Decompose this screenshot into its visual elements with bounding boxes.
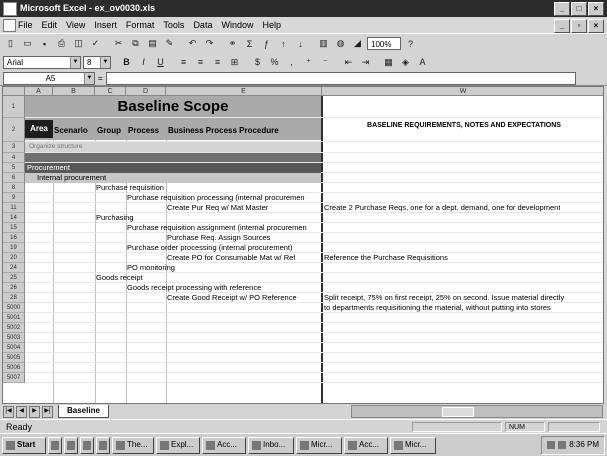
row-header[interactable]: 9	[3, 193, 25, 203]
row-header[interactable]: 4	[3, 153, 25, 163]
select-all-corner[interactable]	[3, 87, 25, 96]
formatting-toolbar	[0, 53, 607, 71]
horizontal-scrollbar[interactable]	[351, 405, 603, 418]
procedure-cell[interactable]: Create PO for Consumable Mat w/ Ref	[167, 253, 296, 262]
name-box[interactable]	[3, 72, 95, 85]
row-header[interactable]: 5	[3, 163, 25, 173]
font-name-select[interactable]	[3, 56, 81, 69]
taskbar-label: Inbo...	[263, 440, 286, 449]
clock[interactable]: 8:36 PM	[569, 440, 599, 449]
format-painter-icon[interactable]: ✎	[165, 38, 174, 48]
decrease-indent-icon[interactable]: ⇤	[344, 56, 353, 67]
print-icon[interactable]: ⎙	[57, 38, 66, 48]
print-preview-icon[interactable]: ◫	[74, 38, 83, 48]
font-name-value: Arial	[7, 57, 24, 67]
status-panel	[412, 422, 502, 432]
menu-insert[interactable]: Insert	[94, 20, 117, 30]
excel-app-icon[interactable]	[3, 2, 17, 16]
system-tray	[541, 436, 605, 455]
row3-label: Organize structure	[29, 143, 83, 150]
underline-icon[interactable]: U	[157, 57, 164, 67]
heading-requirements: BASELINE REQUIREMENTS, NOTES AND EXPECTATIONS	[367, 122, 561, 129]
sheet-tab-baseline[interactable]: Baseline	[58, 405, 109, 418]
row-header[interactable]: 28	[3, 293, 25, 303]
taskbar-label: Acc...	[217, 440, 238, 449]
scroll-thumb[interactable]	[442, 407, 474, 417]
menu-tools[interactable]: Tools	[163, 20, 185, 30]
minimize-button[interactable]: _	[554, 2, 570, 16]
window-icon	[300, 441, 309, 450]
row-header[interactable]: 26	[3, 283, 25, 293]
taskbar-label: Micr...	[311, 440, 333, 449]
formula-bar	[0, 71, 607, 86]
undo-icon[interactable]: ↶	[188, 38, 197, 48]
taskbar-label: The...	[127, 440, 148, 449]
sheet-title: Baseline Scope	[117, 98, 229, 115]
italic-icon[interactable]: I	[142, 57, 145, 67]
process-cell[interactable]: Purchase order processing (internal procurement)	[127, 243, 293, 252]
chevron-down-icon: ▼	[70, 57, 80, 68]
maximize-button[interactable]: □	[571, 2, 587, 16]
taskbar-button-2[interactable]	[156, 437, 200, 454]
heading-group: Group	[97, 126, 121, 135]
quicklaunch-channels-icon[interactable]	[96, 437, 110, 454]
chevron-down-icon: ▼	[100, 57, 110, 68]
center-icon[interactable]: ≡	[197, 57, 204, 67]
column-header-e[interactable]: E	[166, 87, 322, 96]
area-cell[interactable]: Procurement	[27, 163, 70, 172]
taskbar-button-4[interactable]	[248, 437, 294, 454]
column-header-a[interactable]: A	[25, 87, 53, 96]
row-header[interactable]: 5006	[3, 363, 25, 373]
worksheet-grid[interactable]	[2, 86, 604, 404]
menu-window[interactable]: Window	[221, 20, 254, 30]
window-icon	[206, 441, 215, 450]
open-icon[interactable]: ▭	[23, 38, 32, 48]
window-icon	[394, 441, 403, 450]
column-header-d[interactable]: D	[126, 87, 166, 96]
doc-minimize-button[interactable]: _	[554, 19, 570, 33]
font-color-icon[interactable]: A	[419, 57, 426, 67]
increase-indent-icon[interactable]: ⇥	[361, 56, 370, 67]
taskbar-button-5[interactable]	[296, 437, 342, 454]
column-header-c[interactable]: C	[95, 87, 126, 96]
row-header[interactable]: 5000	[3, 303, 25, 313]
formula-input[interactable]	[106, 72, 576, 85]
start-button[interactable]	[2, 437, 46, 454]
menu-view[interactable]: View	[66, 20, 86, 30]
drawing-icon[interactable]: ◢	[354, 38, 361, 48]
taskbar-button-1[interactable]	[112, 437, 154, 454]
sheet-tab-bar	[0, 404, 607, 419]
process-cell[interactable]: PO monitoring	[127, 263, 175, 272]
zoom-select[interactable]: 100%	[367, 37, 401, 50]
sort-descending-icon[interactable]: ↓	[298, 38, 303, 49]
quicklaunch-ie-icon[interactable]	[48, 437, 62, 454]
heading-procedure: Business Process Procedure	[168, 126, 279, 135]
process-cell[interactable]: Goods receipt processing with reference	[127, 283, 262, 292]
requirement-note-cell[interactable]: Reference the Purchase Requisitions	[324, 253, 448, 262]
spelling-icon[interactable]: ✓	[91, 38, 100, 48]
status-text: Ready	[6, 421, 33, 432]
formula-equals-icon[interactable]: =	[98, 73, 103, 83]
row-header[interactable]: 16	[3, 233, 25, 243]
menu-help[interactable]: Help	[262, 20, 281, 30]
column-header-w[interactable]: W	[322, 87, 604, 96]
font-size-value: 8	[87, 57, 92, 67]
row-header[interactable]: 3	[3, 142, 25, 153]
workbook-icon[interactable]	[3, 19, 16, 32]
windows-logo-icon	[6, 441, 15, 450]
column-header-b[interactable]: B	[53, 87, 95, 96]
autosum-icon[interactable]: Σ	[246, 38, 253, 49]
row-header[interactable]: 1	[3, 96, 25, 118]
taskbar-label: Micr...	[405, 440, 427, 449]
map-icon[interactable]: ◍	[336, 38, 345, 48]
percent-icon[interactable]: %	[270, 57, 279, 67]
row-header[interactable]: 20	[3, 253, 25, 263]
taskbar-label: Acc...	[359, 440, 380, 449]
row-header[interactable]: 5005	[3, 353, 25, 363]
align-right-icon[interactable]: ≡	[214, 57, 221, 67]
copy-icon[interactable]: ⧉	[132, 38, 139, 48]
bold-icon[interactable]: B	[123, 57, 130, 67]
first-sheet-icon[interactable]: |◀	[3, 406, 14, 418]
row-header[interactable]: 8	[3, 183, 25, 193]
status-panel-2	[548, 422, 600, 432]
menu-format[interactable]: Format	[125, 20, 155, 30]
row4-band	[25, 153, 321, 162]
merge-center-icon[interactable]: ⊞	[230, 56, 239, 67]
help-icon[interactable]: ?	[407, 38, 413, 49]
row-header[interactable]: 2	[3, 118, 25, 142]
network-icon[interactable]	[558, 441, 566, 449]
quicklaunch-desktop-icon[interactable]	[80, 437, 94, 454]
window-icon	[116, 441, 125, 450]
group-cell[interactable]: Goods receipt	[96, 273, 143, 282]
num-lock-indicator: NUM	[505, 422, 545, 432]
scenario-cell[interactable]: Internal procurement	[37, 173, 107, 182]
doc-close-button[interactable]: ×	[588, 19, 604, 33]
requirement-note-cell[interactable]: Split receipt, 75% on first receipt, 25% on second. Issue material directly	[324, 293, 565, 302]
decrease-decimal-icon[interactable]: ⁻	[323, 56, 328, 67]
heading-area: Area	[25, 120, 53, 138]
window-icon	[160, 441, 169, 450]
window-icon	[252, 441, 261, 450]
save-icon[interactable]: ▪	[42, 38, 47, 49]
menu-data[interactable]: Data	[193, 20, 213, 30]
chart-wizard-icon[interactable]: ▥	[319, 38, 328, 48]
menu-bar	[0, 17, 607, 33]
currency-icon[interactable]: $	[254, 57, 260, 67]
increase-decimal-icon[interactable]: ⁺	[306, 56, 311, 67]
process-cell[interactable]: Purchase requisition assignment (internal procuremen	[127, 223, 307, 232]
procedure-cell[interactable]: Purchase Req. Assign Sources	[167, 233, 271, 242]
volume-icon[interactable]	[547, 441, 555, 449]
sort-ascending-icon[interactable]: ↑	[281, 38, 286, 49]
row-header[interactable]: 14	[3, 213, 25, 223]
row-header[interactable]: 19	[3, 243, 25, 253]
doc-restore-button[interactable]: ▫	[571, 19, 587, 33]
paste-icon[interactable]: ▤	[148, 38, 157, 48]
row-header[interactable]: 6	[3, 173, 25, 183]
row-header[interactable]: 5002	[3, 323, 25, 333]
group-cell[interactable]: Purchase requisition	[96, 183, 164, 192]
windows-taskbar	[0, 433, 607, 456]
start-label: Start	[17, 440, 36, 449]
row-header[interactable]: 24	[3, 263, 25, 273]
row-header[interactable]: 5004	[3, 343, 25, 353]
status-bar	[0, 419, 607, 433]
menu-edit[interactable]: Edit	[41, 20, 58, 30]
procedure-cell[interactable]: Create Pur Req w/ Mat Master	[167, 203, 269, 212]
close-button[interactable]: ×	[588, 2, 604, 16]
next-sheet-icon[interactable]: ▶	[29, 406, 40, 418]
requirement-note-cell[interactable]: to departments requisitioning the material, without putting into stores	[324, 303, 551, 312]
taskbar-button-3[interactable]	[202, 437, 246, 454]
hyperlink-icon[interactable]: ⚭	[228, 38, 237, 48]
process-cell[interactable]: Purchase requisition processing (internal procuremen	[127, 193, 305, 202]
cut-icon[interactable]: ✂	[114, 38, 123, 48]
quicklaunch-outlook-icon[interactable]	[64, 437, 78, 454]
row-header[interactable]: 5003	[3, 333, 25, 343]
align-left-icon[interactable]: ≡	[180, 57, 187, 67]
window-title: Microsoft Excel - ex_ov0030.xls	[20, 3, 156, 13]
title-bar	[0, 0, 607, 17]
row-header[interactable]: 15	[3, 223, 25, 233]
heading-scenario: Scenario	[54, 126, 88, 135]
function-icon[interactable]: ƒ	[263, 38, 269, 49]
comma-icon[interactable]: ,	[290, 57, 293, 67]
name-box-value: A5	[45, 73, 56, 83]
group-cell[interactable]: Purchasing	[96, 213, 134, 222]
fill-color-icon[interactable]: ◈	[402, 56, 409, 67]
taskbar-label: Expl...	[171, 440, 194, 449]
row-header[interactable]: 25	[3, 273, 25, 283]
taskbar-button-7[interactable]	[390, 437, 436, 454]
window-icon	[348, 441, 357, 450]
standard-toolbar	[0, 33, 607, 53]
chevron-down-icon: ▼	[84, 73, 94, 84]
menu-file[interactable]: File	[18, 20, 33, 30]
prev-sheet-icon[interactable]: ◀	[16, 406, 27, 418]
row-header[interactable]: 11	[3, 203, 25, 213]
last-sheet-icon[interactable]: ▶|	[42, 406, 53, 418]
row-header[interactable]: 5007	[3, 373, 25, 383]
font-size-select[interactable]	[83, 56, 111, 69]
taskbar-button-6[interactable]	[344, 437, 388, 454]
borders-icon[interactable]: ▦	[384, 56, 393, 67]
procedure-cell[interactable]: Create Good Receipt w/ PO Reference	[167, 293, 297, 302]
heading-process: Process	[128, 126, 160, 135]
row-header[interactable]: 5001	[3, 313, 25, 323]
new-icon[interactable]: ▯	[8, 38, 13, 48]
redo-icon[interactable]: ↷	[205, 38, 214, 48]
requirement-note-cell[interactable]: Create 2 Purchase Reqs, one for a dept. demand, one for development	[324, 203, 561, 212]
